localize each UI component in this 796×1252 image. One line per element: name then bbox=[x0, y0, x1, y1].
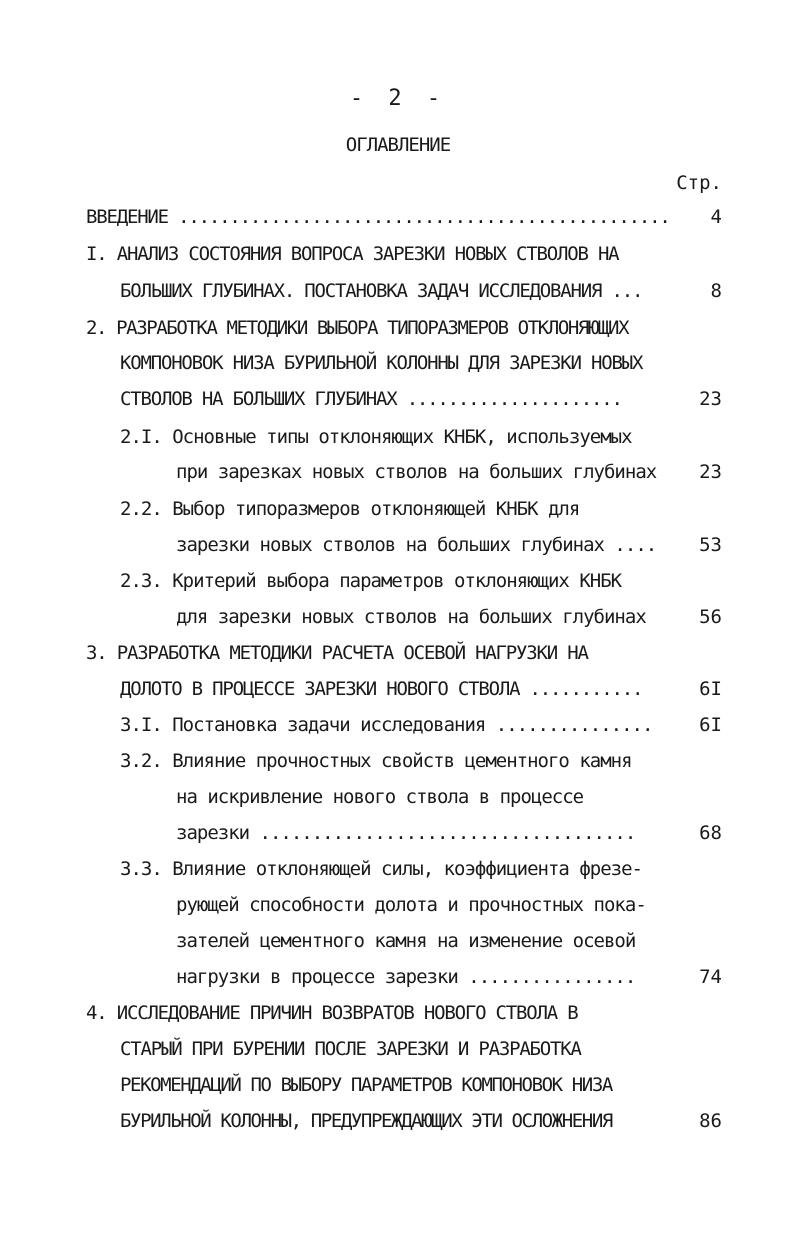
toc-entry-section-3-3: 3.3. Влияние отклоняющей силы, коэффициента фрезе- bbox=[120, 858, 642, 880]
toc-entry-chapter-4-cont: СТАРЫЙ ПРИ БУРЕНИИ ПОСЛЕ ЗАРЕЗКИ И РАЗРАБОТКА bbox=[120, 1038, 581, 1060]
toc-entry-section-3-3-cont: рующей способности долота и прочностных пока- bbox=[176, 894, 646, 916]
toc-entry-section-2-1: 2.I. Основные типы отклоняющих КНБК, используемых bbox=[120, 426, 632, 448]
toc-entry-section-2-1-cont: при зарезках новых стволов на больших глубинах bbox=[176, 461, 657, 483]
page-column-label: Стр. bbox=[676, 172, 722, 194]
toc-entry-section-2-3: 2.3. Критерий выбора параметров отклоняющих КНБК bbox=[120, 570, 622, 592]
toc-page-section-3-3: 74 bbox=[699, 966, 722, 988]
toc-entry-chapter-2-cont: СТВОЛОВ НА БОЛЬШИХ ГЛУБИНАХ ..................... bbox=[120, 388, 622, 410]
toc-page-chapter-1: 8 bbox=[710, 280, 722, 302]
toc-entry-introduction: ВВЕДЕНИЕ ................................................ bbox=[86, 206, 670, 228]
toc-entry-chapter-2-cont: КОМПОНОВОК НИЗА БУРИЛЬНОЙ КОЛОННЫ ДЛЯ ЗАРЕЗКИ НОВЫХ bbox=[120, 352, 643, 374]
toc-entry-chapter-3: 3. РАЗРАБОТКА МЕТОДИКИ РАСЧЕТА ОСЕВОЙ НАГРУЗКИ НА bbox=[86, 642, 588, 664]
page-title: ОГЛАВЛЕНИЕ bbox=[345, 134, 451, 156]
toc-entry-chapter-4-cont: БУРИЛЬНОЙ КОЛОННЫ, ПРЕДУПРЕЖДАЮЩИХ ЭТИ ОСЛОЖНЕНИЯ bbox=[120, 1110, 612, 1132]
toc-entry-section-3-1: 3.I. Постановка задачи исследования ............... bbox=[120, 714, 653, 736]
toc-entry-chapter-4-cont: РЕКОМЕНДАЦИЙ ПО ВЫБОРУ ПАРАМЕТРОВ КОМПОНОВОК НИЗА bbox=[120, 1074, 612, 1096]
toc-page-section-2-2: 53 bbox=[699, 534, 722, 556]
toc-page-chapter-2: 23 bbox=[699, 388, 722, 410]
toc-page-chapter-3: 6I bbox=[699, 678, 722, 700]
toc-page-chapter-4: 86 bbox=[699, 1110, 722, 1132]
toc-entry-chapter-1: I. АНАЛИЗ СОСТОЯНИЯ ВОПРОСА ЗАРЕЗКИ НОВЫХ СТВОЛОВ НА bbox=[86, 243, 619, 265]
toc-entry-section-3-2-cont: на искривление нового ствола в процессе bbox=[176, 786, 584, 808]
toc-page-section-2-1: 23 bbox=[699, 461, 722, 483]
toc-page-section-3-1: 6I bbox=[699, 714, 722, 736]
toc-entry-section-2-2-cont: зарезки новых стволов на больших глубинах .... bbox=[176, 534, 657, 556]
toc-entry-section-3-2-cont: зарезки .................................... bbox=[176, 822, 636, 844]
toc-entry-section-3-3-cont: зателей цементного камня на изменение осевой bbox=[176, 930, 636, 952]
toc-page-section-3-2: 68 bbox=[699, 822, 722, 844]
toc-entry-section-3-2: 3.2. Влияние прочностных свойств цементного камня bbox=[120, 750, 632, 772]
toc-page-introduction: 4 bbox=[710, 206, 722, 228]
toc-entry-section-3-3-cont: нагрузки в процессе зарезки ................ bbox=[176, 966, 636, 988]
toc-entry-chapter-1-cont: БОЛЬШИХ ГЛУБИНАХ. ПОСТАНОВКА ЗАДАЧ ИССЛЕДОВАНИЯ ... bbox=[120, 280, 643, 302]
toc-entry-chapter-3-cont: ДОЛОТО В ПРОЦЕССЕ ЗАРЕЗКИ НОВОГО СТВОЛА ........... bbox=[120, 678, 643, 700]
toc-entry-section-2-3-cont: для зарезки новых стволов на больших глубинах bbox=[176, 606, 646, 628]
toc-entry-chapter-4: 4. ИССЛЕДОВАНИЕ ПРИЧИН ВОЗВРАТОВ НОВОГО СТВОЛА В bbox=[86, 1002, 578, 1024]
toc-page-section-2-3: 56 bbox=[699, 606, 722, 628]
toc-entry-chapter-2: 2. РАЗРАБОТКА МЕТОДИКИ ВЫБОРА ТИПОРАЗМЕРОВ ОТКЛОНЯЮЩИХ bbox=[86, 317, 629, 339]
toc-entry-section-2-2: 2.2. Выбор типоразмеров отклоняющей КНБК для bbox=[120, 498, 580, 520]
page-number: - 2 - bbox=[349, 86, 447, 111]
